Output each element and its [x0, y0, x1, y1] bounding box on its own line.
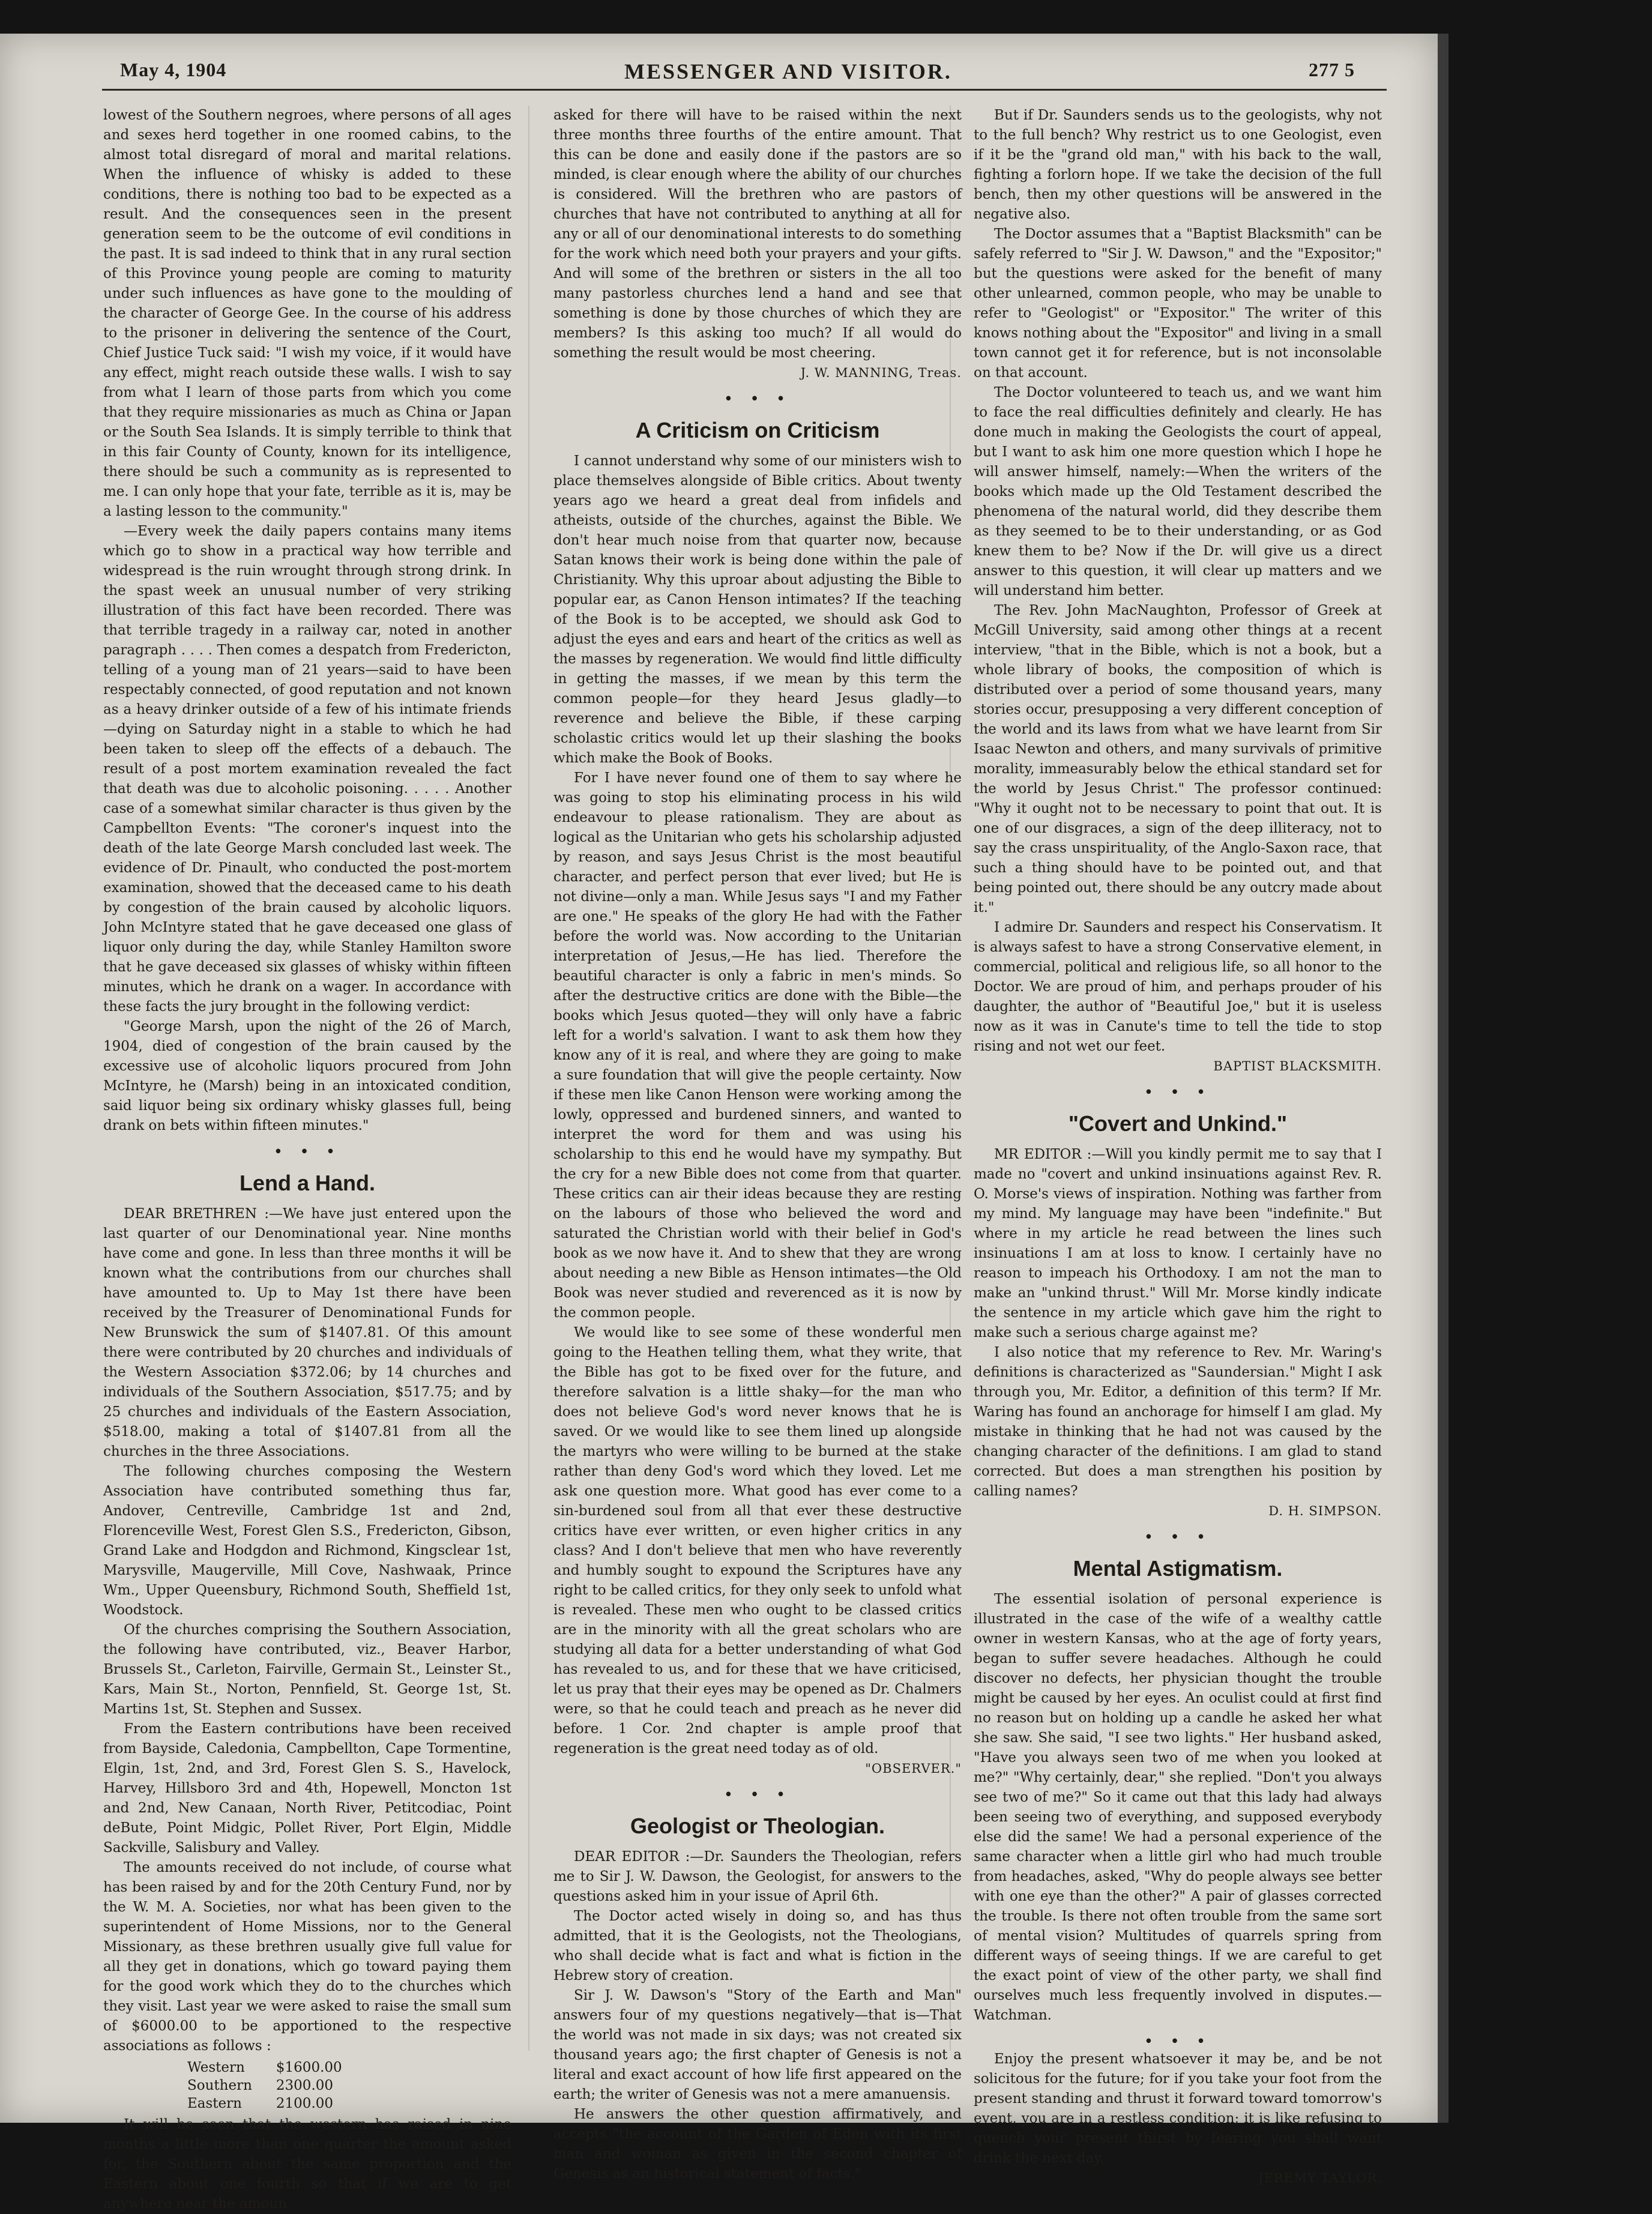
paragraph: He answers the other question affirmatively, and accepts "the account of the Garden of Eden with its first man and woman as given in the second chapter of Genesis as an historical statement of facts." [553, 2107, 962, 2182]
section-separator: • • • [1144, 1528, 1212, 1546]
paragraph: The Rev. John MacNaughton, Professor of Greek at McGill University, said among other things at a recent interview, "that in the Bible, which is not a book, but a whole library of books, the composition of which is distributed over a period of some thousand years, many stories occur, presupposing a very different conception of the world and its laws from what we have learnt from Sir Isaac Newton and others, and many survivals of primitive morality, immeasurably below the ethical standard set for the world by Jesus Christ." The professor continued: "Why it ought not to be necessary to point that out. It is one of our disgraces, a sign of the deep illiteracy, not to say the crass unspirituality, of the Anglo-Saxon race, that such a thing should have to be pointed out, and that being pointed out, there should be any outcry made about it." [974, 603, 1382, 915]
article-heading: Lend a Hand. [239, 1171, 376, 1195]
signature: "OBSERVER." [865, 1761, 962, 1776]
paper-title: MESSENGER AND VISITOR. [624, 59, 952, 83]
paragraph: "George Marsh, upon the night of the 26 of March, 1904, died of congestion of the brain caused by the excessive use of alcoholic liquors procured from John McIntyre, he (Marsh) being in an intoxicated condition, said liquor being six ordinary whisky glasses full, being drank on bets within fifteen minutes." [103, 1019, 511, 1133]
column-1 [103, 106, 511, 2214]
signature: JEREMY TAYLOR. [1258, 2171, 1382, 2185]
association-name: Western [187, 2060, 245, 2075]
section-separator: • • • [723, 390, 792, 408]
newspaper-page [0, 34, 1438, 2212]
association-name: Eastern [187, 2096, 242, 2111]
article-heading: Geologist or Theologian. [630, 1814, 885, 1838]
signature: D. H. SIMPSON. [1268, 1504, 1382, 1518]
paragraph: The Doctor assumes that a "Baptist Blacksmith" can be safely referred to "Sir J. W. Dawson," and the "Expositor;" but the questions were asked for the benefit of many other unlearned, common people, who may be unable to refer to "Geologist" or "Expositor." The writer of this knows nothing about the "Expositor" and living in a small town cannot get it for reference, but is not inconsolable on that account. [974, 226, 1382, 381]
paragraph: But if Dr. Saunders sends us to the geologists, why not to the full bench? Why restrict us to one Geologist, even if it be the "grand old man," with his back to the wall, fighting a forlorn hope. If we take the decision of the full bench, then my other questions will be answered in the negative also. [974, 107, 1382, 222]
paragraph: For I have never found one of them to say where he was going to stop his eliminating process in his wild endeavour to please rationalism. They are about as logical as the Unitarian who gets his scholarship adjusted by reason, and says Jesus Christ is the most beautiful character, and perfect person that ever lived; but He is not divine—only a man. While Jesus says "I and my Father are one." He speaks of the glory He had with the Father before the world was. Now according to the Unitarian interpretation of Jesus,—He has lied. Therefore the beautiful character is only a fabric in men's minds. So after the destructive critics are done with the Bible—the books which Jesus quoted—they will only have a fabric left for a world's salvation. I want to ask them how they know any of it is real, and where they are going to make a sure foundation that will give the people certainty. Now if these men like Canon Henson were working among the lowly, oppressed and burdened sinners, and wanted to interpret the word for them and was using his scholarship to this end he would have my sympathy. But the cry for a new Bible does not come from that quarter. These critics can air their ideas because they are resting on the labours of those who believed the word and saturated the Christian world with their belief in God's book as we now have it. And to shew that they are wrong about needing a new Bible as Henson intimates—the Old Book was never studied and reverenced as it is now by the common people. [553, 770, 962, 1321]
masthead-rule [102, 89, 1387, 91]
column-3 [974, 106, 1382, 2188]
paragraph: Of the churches comprising the Southern Association, the following have contributed, viz., Beaver Harbor, Brussels St., Carleton, Fairville, Germain St., Leinster St., Kars, Main St., Norton, Pennfield, St. George 1st, St. Martins 1st, St. Stephen and Sussex. [103, 1622, 511, 1717]
table-row [187, 2077, 366, 2095]
paragraph: I also notice that my reference to Rev. Mr. Waring's definitions is characterized as "Saundersian." Might I ask through you, Mr. Editor, a definition of this term? If Mr. Waring has found an anchorage for himself I am glad. My mistake in thinking that he had not was caused by the changing character of the definitions. I am glad to stand corrected. But does a man strengthen his position by calling names? [974, 1345, 1382, 1499]
paragraph: The amounts received do not include, of course what has been raised by and for the 20th Century Fund, nor by the W. M. A. Societies, nor what has been given to the superintendent of Home Missions, nor to the General Missionary, as these brethren usually give full value for all they get in donations, which go toward paying them for the good work which they do to the churches which they visit. Last year we were asked to raise the small sum of $6000.00 to be apportioned to the respective associations as follows : [103, 1860, 511, 2054]
paragraph: DEAR EDITOR :—Dr. Saunders the Theologian, refers me to Sir J. W. Dawson, the Geologist, for answers to the questions asked him in your issue of April 6th. [553, 1849, 962, 1904]
paragraph: I admire Dr. Saunders and respect his Conservatism. It is always safest to have a strong Conservative element, in commercial, political and religious life, so all honor to the Doctor. We are proud of him, and perhaps prouder of his daughter, the author of "Beautiful Joe," but it is useless now as it was in Canute's time to tell the tide to stop rising and not wet our feet. [974, 920, 1382, 1054]
association-name: Southern [187, 2078, 252, 2093]
section-separator: • • • [1144, 1084, 1212, 1102]
paragraph: MR EDITOR :—Will you kindly permit me to say that I made no "covert and unkind insinuations against Rev. R. O. Morse's views of inspiration. Nothing was farther from my mind. My language may have been "indefinite." But where in my article he read between the lines such insinuations I am at loss to know. I certainly have no reason to impeach his Orthodoxy. I am not the man to make an "unkind thrust." Will Mr. Morse kindly indicate the sentence in my article which gave him the right to make such a serious charge against me? [974, 1147, 1382, 1341]
association-amount: $1600.00 [276, 2060, 342, 2075]
article-heading: Mental Astigmatism. [1073, 1556, 1283, 1581]
apportionment-table [187, 2059, 366, 2113]
article-heading: "Covert and Unkind." [1068, 1111, 1288, 1136]
page-number: 277 5 [1309, 59, 1355, 80]
column-divider [528, 106, 529, 2051]
paragraph: I cannot understand why some of our ministers wish to place themselves alongside of Bible critics. About twenty years ago we heard a great deal from infidels and atheists, outside of the churches, against the Bible. We don't hear much noise from that quarter now, because Satan knows their work is being done within the pale of Christianity. Why this uproar about adjusting the Bible to popular ear, as Canon Henson intimates? If the teaching of the Book is to be accepted, we should ask God to adjust the eyes and ears and heart of the critics as well as the masses by regeneration. We would find little difficulty in getting the masses, if we mean by this term the common people—for they heard Jesus gladly—to reverence and believe the Bible, if these carping scholastic critics would let up their slashing the books which make the Book of Books. [553, 453, 962, 766]
paragraph: The following churches composing the Western Association have contributed something thus far, Andover, Centreville, Cambridge 1st and 2nd, Florenceville West, Forest Glen S.S., Fredericton, Gibson, Grand Lake and Hodgdon and Richmond, Kingsclear 1st, Marysville, Maugerville, Mill Cove, Nashwaak, Prince Wm., Upper Queensbury, Richmond South, Sheffield 1st, Woodstock. [103, 1464, 511, 1618]
paragraph: Enjoy the present whatsoever it may be, and be not solicitous for the future; for if you take your foot from the present standing and thrust it forward toward tomorrow's event, you are in a restless condition; it is like refusing to quench your present thirst by fearing you shall want drink the next day. [974, 2051, 1382, 2166]
table-row [187, 2095, 366, 2113]
article-heading: A Criticism on Criticism [635, 418, 880, 442]
association-amount: 2300.00 [276, 2078, 334, 2093]
table-row [187, 2059, 366, 2077]
paragraph: It will be seen that the western has raised in nine months a little more than one quarter the amount asked for, the Southern about the same proportion and the Eastern about one fourth so that if we are to get anywhere near the amoun [103, 2117, 511, 2212]
section-separator: • • • [273, 1143, 342, 1161]
issue-date: May 4, 1904 [120, 59, 227, 80]
paragraph: Sir J. W. Dawson's "Story of the Earth and Man" answers four of my questions negatively—that is—That the world was not made in six days; was not created six thousand years ago; the first chapter of Genesis is not a literal and exact account of how life first appeared on the earth; the writer of Genesis was not a mere amanuensis. [553, 1988, 962, 2102]
paragraph: The Doctor acted wisely in doing so, and has thus admitted, that it is the Geologists, not the Theologians, who shall decide what is fact and what is fiction in the Hebrew story of creation. [553, 1908, 962, 1983]
paragraph: asked for there will have to be raised within the next three months three fourths of the entire amount. That this can be done and easily done if the pastors are so minded, is clear enough where the ability of our churches is considered. Will the brethren who are pastors of churches that have not contributed to anything at all for any or all of our denominational interests to do something for the work which need both your prayers and your gifts. And will some of the brethren or sisters in the all too many pastorless churches lend a hand and see that something is done by those churches of which they are members? Is this asking too much? If all would do something the result would be most cheering. [553, 107, 962, 361]
page-edge-strip [1438, 34, 1449, 2123]
association-amount: 2100.00 [276, 2096, 334, 2111]
section-separator: • • • [1144, 2033, 1212, 2051]
column-2 [553, 106, 962, 2184]
paragraph: The Doctor volunteered to teach us, and we want him to face the real difficulties definitely and clearly. He has done much in making the Geologists the court of appeal, but I want to ask him one more question which I hope he will answer himself, namely:—When the writers of the books which made up the Old Testament described the phenomena of the natural world, did they describe them as they seemed to be to their understanding, or as God knew them to be? Now if the Dr. will give us a direct answer to this question, it will clear up matters and we will understand him better. [974, 385, 1382, 599]
paragraph: lowest of the Southern negroes, where persons of all ages and sexes herd together in one roomed cabins, to the almost total disregard of moral and marital relations. When the influence of whisky is added to these conditions, there is nothing too bad to be expected as a result. And the consequences seen in the present generation seem to be the outcome of evil conditions in the past. It is sad indeed to think that in any rural section of this Province young people are coming to maturity under such influences as have gone to the moulding of the character of George Gee. In the course of his address to the prisoner in delivering the sentence of the Court, Chief Justice Tuck said: "I wish my voice, if it would have any effect, might reach outside these walls. I wish to say from what I learn of those parts from which you come that they require missionaries as much as China or Japan or the South Sea Islands. It is simply terrible to think that in this fair County of County, known for its intelligence, there should be such a community as is represented to me. I can only hope that your fate, terrible as it is, may be a lasting lesson to the community." [103, 107, 511, 519]
signature: BAPTIST BLACKSMITH. [1213, 1059, 1382, 1073]
paragraph: —Every week the daily papers contains many items which go to show in a practical way how terrible and widespread is the ruin wrought through strong drink. In the spast week an unusual number of very striking illustration of this fact have been recorded. There was that terrible tragedy in a railway car, noted in another paragraph . . . . Then comes a despatch from Fredericton, telling of a young man of 21 years—said to have been respectably connected, of good reputation and not known as a heavy drinker outside of a few of his intimate friends—dying on Saturday night in a stable to which he had been taken to sleep off the effects of a debauch. The result of a post mortem examination revealed the fact that death was due to alcoholic poisoning. . . . . Another case of a somewhat similar character is thus given by the Campbellton Events: "The coroner's inquest into the death of the late George Marsh concluded last week. The evidence of Dr. Pinault, who conducted the post-mortem examination, showed that the deceased came to his death by congestion of the brain caused by alcoholic liquors. John McIntyre stated that he gave deceased one glass of liquor only during the day, while Stanley Hamilton swore that he gave deceased six glasses of whisky within fifteen minutes, which he drank on a wager. In accordance with these facts the jury brought in the following verdict: [103, 523, 511, 1015]
signature: J. W. MANNING, Treas. [800, 366, 962, 380]
paragraph: DEAR BRETHREN :—We have just entered upon the last quarter of our Denominational year. Nine months have come and gone. In less than three months it will be known what the contributions from our churches shall have amounted to. Up to May 1st there have been received by the Treasurer of Denominational Funds for New Brunswick the sum of $1407.81. Of this amount there were contributed by 20 churches and individuals of the Western Association $372.06; by 14 churches and individuals of the Southern Association, $517.75; and by 25 churches and individuals of the Eastern Association, $518.00, making a total of $1407.81 from all the churches in the three Associations. [103, 1206, 511, 1459]
section-separator: • • • [723, 1786, 792, 1804]
paragraph: The essential isolation of personal experience is illustrated in the case of the wife of a wealthy cattle owner in western Kansas, who at the age of forty years, began to suffer severe headaches. Although he could discover no defects, her physician thought the trouble might be caused by her eyes. An oculist could at first find no reason but on holding up a candle he asked her what she saw. She said, "I see two lights." Her husband asked, "Have you always seen two of me when you looked at me?" "Why certainly, dear," she replied. "Don't you always see two of me?" So it came out that this lady had always been seeing two of everything, and supposed everybody else did the same! We had a personal experience of the same character when a little girl who had much trouble from headaches, asked, "Why do people always see better with one eye than the other?" A pair of glasses corrected the trouble. Is there not often trouble from the same sort of mental vision? Multitudes of quarrels spring from different ways of seeing things. If we are careful to get the exact point of view of the other party, we shall find ourselves much less frequently involved in disputes.—Watchman. [974, 1591, 1382, 2023]
paragraph: We would like to see some of these wonderful men going to the Heathen telling them, what they write, that the Bible has got to be fixed over for the future, and therefore salvation is a little shaky—for the man who does not believe God's word never knows that he is saved. Or we would like to see them lined up alongside the martyrs who were willing to be burned at the stake rather than deny God's word which they loved. Let me ask one question more. What good has ever come to a sin-burdened soul from all that ever these destructive critics have ever written, or even higher critics in any class? And I don't believe that men who have reverently and humbly sought to expound the Scriptures have any right to be called critics, for they only seek to unfold what is revealed. These men who ought to be classed critics are in the minority with all the great scholars who are studying all data for a better understanding of what God has revealed to us, and for these that we have criticised, let us pray that their eyes may be opened as Dr. Chalmers were, so that he could teach and preach as he never did before. 1 Cor. 2nd chapter is ample proof that regeneration is the great need today as of old. [553, 1325, 962, 1757]
paragraph: From the Eastern contributions have been received from Bayside, Caledonia, Campbellton, Cape Tormentine, Elgin, 1st, 2nd, and 3rd, Forest Glen S. S., Havelock, Harvey, Hillsboro 3rd and 4th, Hopewell, Moncton 1st and 2nd, New Canaan, North River, Petitcodiac, Point deBute, Point Midgic, Pollet River, Port Elgin, Middle Sackville, Salisbury and Valley. [103, 1721, 511, 1856]
